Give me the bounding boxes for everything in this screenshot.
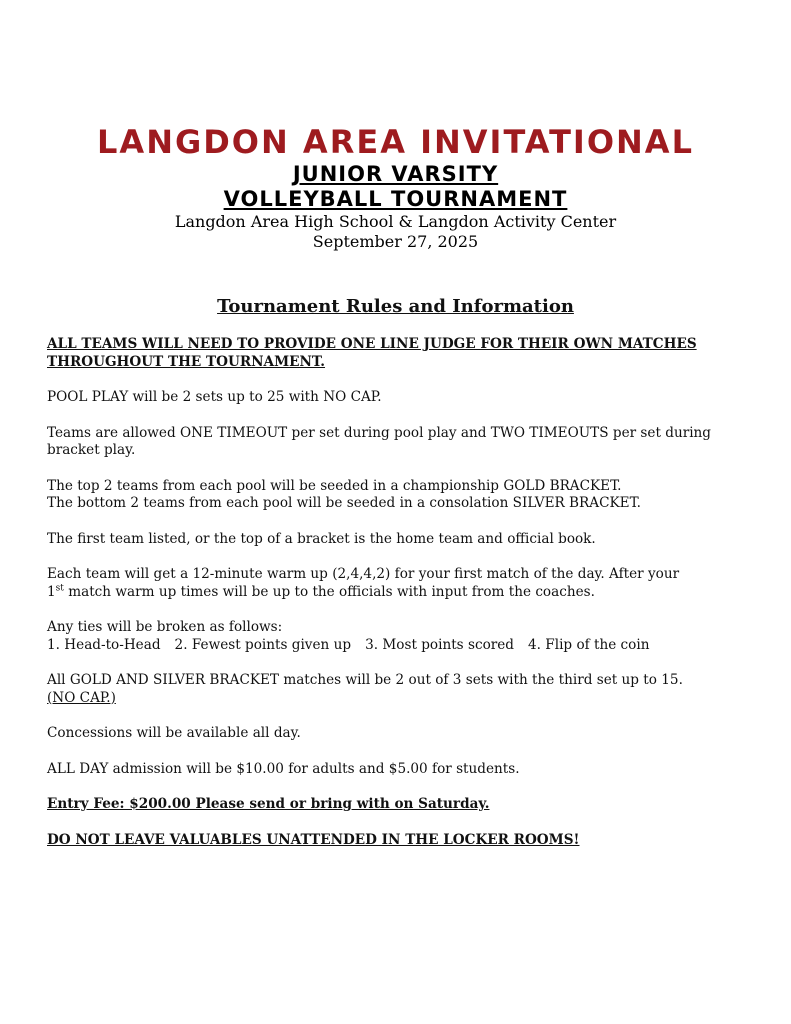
document-header bbox=[0, 122, 791, 252]
rule-entry-fee: Entry Fee: $200.00 Please send or bring with on Saturday. bbox=[47, 796, 490, 812]
venue: Langdon Area High School & Langdon Activity Center bbox=[174, 212, 617, 231]
rule-brackets bbox=[47, 478, 747, 513]
warmup-rest: match warm up times will be up to the officials with input from the coaches. bbox=[63, 583, 595, 600]
section-title: Tournament Rules and Information bbox=[217, 296, 574, 317]
bracket-sets-text: All GOLD AND SILVER BRACKET matches will be 2 out of 3 sets with the third set up to 15. bbox=[47, 672, 683, 688]
warmup-ordinal-suffix: st bbox=[55, 582, 64, 593]
rule-warmup bbox=[47, 566, 747, 601]
tournament-subtitle-jv: JUNIOR VARSITY bbox=[292, 162, 499, 186]
rule-gold-bracket: The top 2 teams from each pool will be seeded in a championship GOLD BRACKET. bbox=[47, 477, 622, 494]
no-cap-note: (NO CAP.) bbox=[47, 689, 116, 706]
rule-pool-play: POOL PLAY will be 2 sets up to 25 with NO CAP. bbox=[47, 389, 382, 405]
rule-bracket-sets bbox=[47, 672, 747, 707]
rule-concessions: Concessions will be available all day. bbox=[47, 725, 301, 741]
rule-ties bbox=[47, 619, 747, 654]
ties-list bbox=[47, 637, 747, 655]
rule-admission: ALL DAY admission will be $10.00 for adults and $5.00 for students. bbox=[47, 760, 520, 777]
tie-item: 2. Fewest points given up bbox=[174, 636, 352, 653]
rule-valuables: DO NOT LEAVE VALUABLES UNATTENDED IN THE LOCKER ROOMS! bbox=[47, 831, 580, 848]
rule-line-judge: ALL TEAMS WILL NEED TO PROVIDE ONE LINE JUDGE FOR THEIR OWN MATCHES THROUGHOUT THE TOURNAMENT. bbox=[47, 336, 697, 370]
tie-item: 3. Most points scored bbox=[365, 636, 514, 653]
rule-warmup-line-1: Each team will get a 12-minute warm up (2,4,4,2) for your first match of the day. After your bbox=[47, 566, 680, 582]
tournament-title: LANGDON AREA INVITATIONAL bbox=[97, 123, 694, 161]
rule-home-team: The first team listed, or the top of a bracket is the home team and official book. bbox=[47, 530, 596, 547]
tournament-subtitle-volleyball: VOLLEYBALL TOURNAMENT bbox=[223, 187, 568, 211]
rule-silver-bracket: The bottom 2 teams from each pool will be seeded in a consolation SILVER BRACKET. bbox=[47, 495, 641, 511]
tie-item: 4. Flip of the coin bbox=[528, 636, 650, 653]
rules-body bbox=[47, 336, 747, 867]
warmup-ordinal: 1 bbox=[47, 583, 56, 600]
rule-timeouts: Teams are allowed ONE TIMEOUT per set during pool play and TWO TIMEOUTS per set during bracket play. bbox=[47, 424, 711, 458]
rule-warmup-line-2 bbox=[47, 584, 747, 602]
event-date: September 27, 2025 bbox=[312, 232, 479, 251]
ties-intro: Any ties will be broken as follows: bbox=[47, 619, 283, 635]
tie-item: 1. Head-to-Head bbox=[47, 636, 161, 653]
